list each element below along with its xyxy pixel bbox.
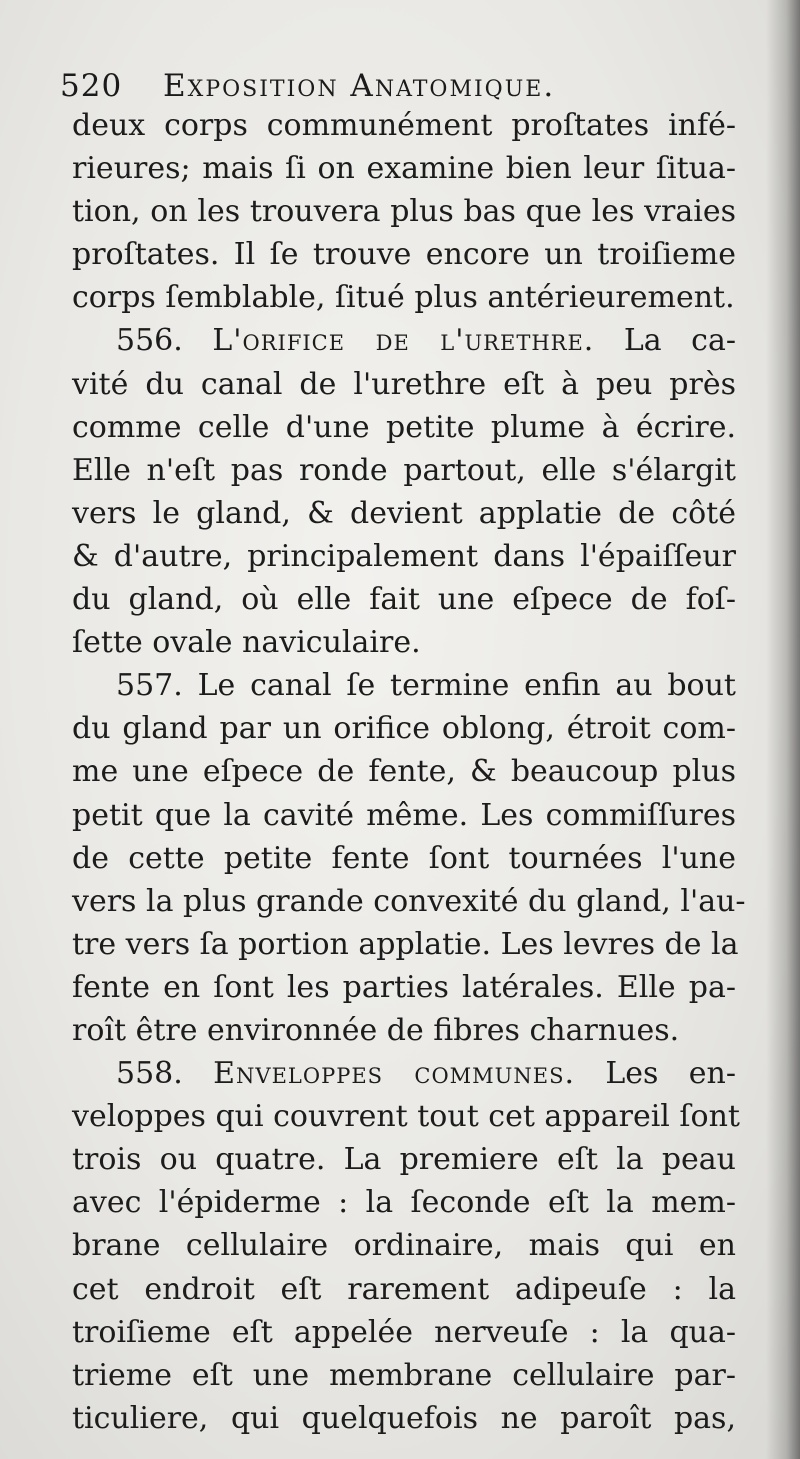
text-line: tre vers ſa portion applatie. Les levres de la [72,926,739,962]
text-line: du gland par un orifice oblong, étroit com- [72,711,736,747]
running-head [60,68,760,108]
text-line: comme celle d'une petite plume à écrire. [72,409,736,445]
paragraph-start-558 [72,1052,736,1095]
paragraph-start-557 [72,664,736,707]
text-line: Elle n'eſt pas ronde partout, elle s'élargit [72,452,736,488]
page-number: 520 [60,68,123,104]
text-line: corps ſemblable, ſitué plus antérieurement. [72,280,735,316]
text-segment: Les en- [605,1056,736,1092]
text-line: brane cellulaire ordinaire, mais qui en [72,1228,736,1264]
text-line: roît être environnée de fibres charnues. [72,1012,680,1048]
paragraph-number: 558. [116,1056,183,1092]
text-line: de cette petite fente ſont tournées l'une [72,840,736,876]
section-heading: Enveloppes communes. [213,1056,576,1092]
running-head-title: Exposition Anatomique. [163,68,556,104]
text-line: me une eſpece de fente, & beaucoup plus [72,754,736,790]
text-line: vers la plus grande convexité du gland, l'au- [72,883,746,919]
paragraph-number: 556. [116,323,183,359]
body-text [72,104,746,1440]
section-heading: L'orifice de l'urethre. [212,323,595,359]
text-line: trieme eſt une membrane cellulaire par- [72,1357,736,1393]
paragraph-number: 557. [116,668,183,704]
text-line: vité du canal de l'urethre eſt à peu près [72,366,736,402]
text-line: troiſieme eſt appelée nerveuſe : la qua- [72,1314,736,1350]
text-line: ſette ovale naviculaire. [72,625,421,661]
text-line: & d'autre, principalement dans l'épaiſſeur [72,538,736,574]
text-line: avec l'épiderme : la ſeconde eſt la mem- [72,1185,736,1221]
text-line: veloppes qui couvrent tout cet appareil ſont [72,1099,740,1135]
text-line: tion, on les trouvera plus bas que les vraies [72,194,736,230]
text-line: rieures; mais ſi on examine bien leur ſitua- [72,151,736,187]
text-segment: Le canal ſe termine enfin au bout [197,668,736,704]
text-line: du gland, où elle fait une eſpece de foſ- [72,582,736,618]
text-line: proſtates. Il ſe trouve encore un troiſieme [72,237,736,273]
text-segment: La ca- [623,323,737,359]
text-line: deux corps communément proſtates infé- [72,108,736,143]
text-line: fente en ſont les parties latérales. Elle pa- [72,969,736,1005]
text-line: petit que la cavité même. Les commiſſures [72,797,736,833]
text-line: ticuliere, qui quelquefois ne paroît pas, [72,1400,736,1436]
text-line: trois ou quatre. La premiere eſt la peau [72,1142,736,1178]
text-line: cet endroit eſt rarement adipeuſe : la [72,1271,736,1307]
text-line: vers le gland, & devient applatie de côté [72,495,736,531]
paragraph-start-556 [72,319,736,362]
